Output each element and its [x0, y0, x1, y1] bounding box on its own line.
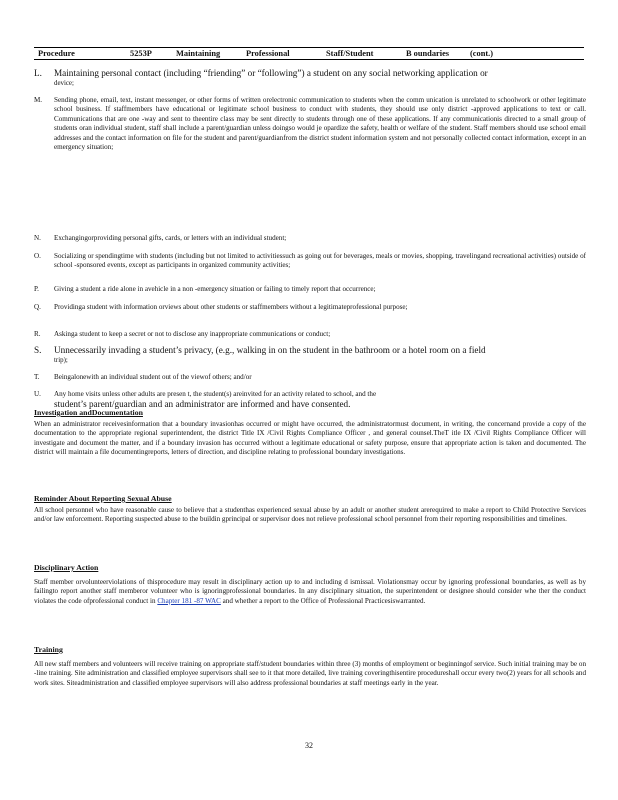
item-text: Beingalonewith an individual student out of the viewof others; and/or — [54, 373, 252, 381]
item-text: Askinga student to keep a secret or not to disclose any inappropriate communications or conduct; — [54, 330, 331, 338]
item-letter: L. — [34, 68, 42, 78]
list-item — [34, 330, 586, 339]
item-letter: P. — [34, 285, 39, 293]
list-item — [34, 303, 586, 312]
item-letter: O. — [34, 252, 41, 260]
header-word-5: (cont.) — [470, 49, 494, 58]
section-text-disciplinary — [34, 578, 586, 606]
header-word-2: Professional — [246, 49, 290, 58]
item-letter: Q. — [34, 303, 41, 311]
list-item — [34, 285, 586, 294]
section-title-disciplinary: Disciplinary Action — [34, 563, 99, 572]
item-text: Exchangingorproviding personal gifts, cards, or letters with an individual student; — [54, 234, 287, 242]
list-item — [34, 345, 586, 365]
item-letter: S. — [34, 345, 42, 355]
item-text: Providinga student with information orviews about other students or staffmembers without a legitimateprofessional purpose; — [54, 303, 408, 311]
list-item — [34, 390, 586, 410]
list-item — [34, 68, 586, 88]
item-text-large: Maintaining personal contact (including “friending” or “following”) a student on any social networking application or — [54, 68, 488, 78]
item-text: Socializing or spendingtime with students (including but not limited to activitiessuch as going out for beverages, meals or movies, shopping, travelingand recreational activities) outside of school -sponsored events, except as participants in organized community activities; — [54, 252, 586, 270]
item-letter: M. — [34, 96, 43, 104]
item-letter: U. — [34, 390, 41, 398]
list-item — [34, 252, 586, 271]
item-text-large: Unnecessarily invading a student’s privacy, (e.g., walking in on the student in the bathroom or a hotel room on a field — [54, 345, 486, 355]
item-text: Any home visits unless other adults are presen t, the student(s) areinvited for an activity related to school, and the — [54, 390, 377, 398]
procedure-header — [34, 47, 584, 60]
section-title-reminder: Reminder About Reporting Sexual Abuse — [34, 494, 172, 503]
section-title-investigation: Investigation andDocumentation — [34, 408, 143, 417]
header-word-1: Maintaining — [176, 49, 221, 58]
item-text-large: student’s parent/guardian and an administrator are informed and have consented. — [54, 399, 351, 410]
item-letter: N. — [34, 234, 41, 242]
section-text-training: All new staff members and volunteers will receive training on appropriate staff/student boundaries within three (3) months of employment or beginningof service. Such initial training may be on -line training. Site administration and classified employee supervisors shall see to it that more detailed, live training coveringthisentire procedureshall occur every two(2) years for all schools and work sites. Siteadministration and classified employee supervisors will also address professional boundaries at staff meetings early in the year. — [34, 660, 586, 687]
section-text-reminder: All school personnel who have reasonable cause to believe that a studenthas experienced sexual abuse by an adult or another student arerequired to make a report to Child Protective Services and/or law enforcement. Reporting suspected abuse to the buildin gprincipal or supervisor does not relieve professional school personnel from their reporting responsibilities and timelines. — [34, 506, 586, 524]
header-number: 5253P — [130, 49, 152, 58]
item-letter: R. — [34, 330, 41, 338]
section-text-investigation: When an administrator receivesinformation that a boundary invasionhas occurred or might have occurred, the administratormust document, in writing, the concernand provide a copy of the documentation to the appropriate regional superintendent, the district Title IX /Civil Rights Compliance Officer , and general counsel.TheT itle IX /Civil Rights Compliance Officer will investigate and document the matter, and if a boundary invasion has occurred without a legitimate educational or safety purpose, ensure that appropriate action is taken and documented. The district will maintain a file documentingreports, letters of direction, and discipline relating to professional boundary investigations. — [34, 420, 586, 457]
header-procedure: Procedure — [38, 49, 75, 58]
item-text: device; — [54, 79, 74, 87]
section-title-training: Training — [34, 645, 63, 654]
list-item — [34, 96, 586, 152]
item-text: Giving a student a ride alone in avehicle in a non -emergency situation or failing to timely report that occurrence; — [54, 285, 376, 293]
item-letter: T. — [34, 373, 40, 381]
header-word-4: B oundaries — [406, 49, 450, 58]
disciplinary-text-after: and whether a report to the Office of Professional Practicesiswarranted. — [222, 596, 426, 605]
item-text: Sending phone, email, text, instant messenger, or other forms of written orelectronic communication to students when the comm unication is unrelated to schoolwork or other legitimate school business. If staffmembers have educational or legitimate school business to conduct with students, they should use only district -approved applications to text or call. Communications that are one -way and sent to theentire class may be sent directly to students through one of these applications. If any communicationis directed to a small group of students oran individual student, staff shall include a parent/guardian unless doingso would je opardize the safety, health or welfare of the student. Staff members should use school email addresses and the contact information on file for the student and parent/guardianfrom the district student information system and not personally collected contact information, except in an emergency situation; — [54, 96, 586, 152]
header-word-3: Staff/Student — [326, 49, 374, 58]
disciplinary-text-before: Staff member orvolunteerviolations of thisprocedure may result in disciplinary action up to and including d ismissal. Violationsmay occur by ignoring professional boundaries, as well as by failingto report another staff memberor volunteer who is ignoringprofessional boundaries. In any disciplinary situation, the superintendent or designee should consider whe ther the conduct violates the code ofprofessional conduct in — [34, 578, 586, 605]
wac-chapter-link[interactable]: Chapter 181 -87 WAC — [157, 596, 221, 605]
page-number: 32 — [305, 741, 313, 750]
list-item — [34, 234, 586, 243]
list-item — [34, 373, 586, 382]
item-text: trip); — [54, 356, 68, 364]
